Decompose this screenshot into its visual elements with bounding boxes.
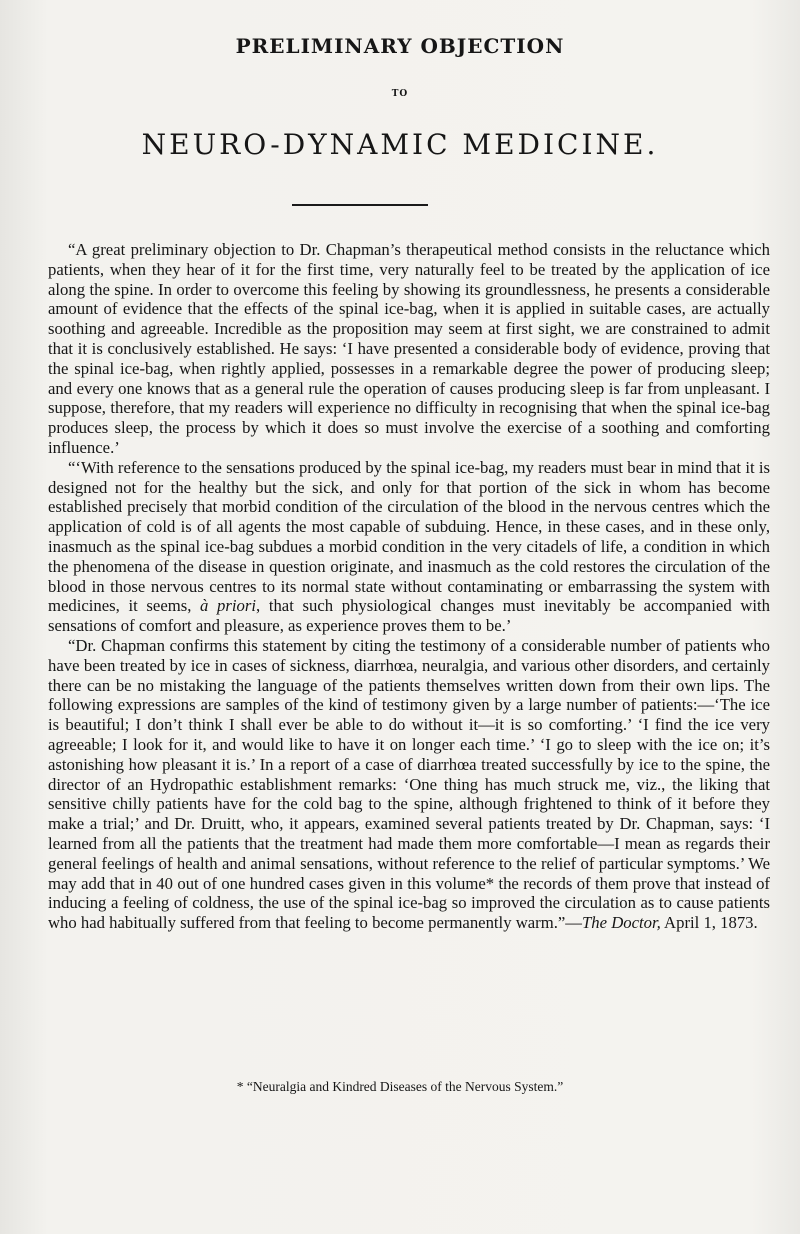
paragraph-2-italic: à priori <box>200 596 256 616</box>
paragraph-1: “A great preliminary objection to Dr. Chapman’s therapeutical method consists in the reluctance which patients, when they hear of it for the first time, very naturally feel to be treated by the application of ice along the spine. In order to overcome this feeling by showing its groundlessness, he presents a considerable amount of evidence that the effects of the spinal ice-bag, when it is applied in suitable cases, are actually soothing and agreeable. Incredible as the proposition may seem at first sight, we are constrained to admit that it is conclusively established. He says: ‘I have presented a considerable body of evidence, proving that the spinal ice-bag, when rightly applied, possesses in a remarkable degree the power of producing sleep; and every one knows that as a general rule the operation of causes producing sleep is far from unpleasant. I suppose, therefore, that my readers will experience no difficulty in recognising that when the spinal ice-bag produces sleep, the process by which it does so must involve the exercise of a soothing and comforting influence.’ <box>48 240 770 457</box>
paragraph-2 <box>48 458 770 636</box>
title-line-3: NEURO-DYNAMIC MEDICINE. <box>141 128 659 161</box>
title-divider <box>292 204 428 206</box>
paragraph-3-italic-source: The Doctor, <box>581 913 661 933</box>
title-line-2: TO <box>391 89 409 99</box>
title-line-1: PRELIMINARY OBJECTION <box>235 34 565 58</box>
paragraph-3-text-a: “Dr. Chapman confirms this statement by citing the testimony of a considerable number of patients who have been treated by ice in cases of sickness, diarrhœa, neuralgia, and various other disorders, and certainly there can be no mistaking the language of the patients themselves written down from their own lips. The following expressions are samples of the kind of testimony given by a large number of patients:—‘The ice is beautiful; I don’t think I shall ever be able to do without it—it is so comforting.’ ‘I find the ice very agreeable; I look for it, and would like to have it on longer each time.’ ‘I go to sleep with the ice on; it’s astonishing how pleasant it is.’ In a report of a case of diarrhœa treated successfully by ice to the spine, the director of an Hydropathic establishment remarks: ‘One thing has much struck me, viz., the liking that sensitive chilly patients have for the cold bag to the spine, although frightened to think of it before they make a trial;’ and Dr. Druitt, who, it appears, examined several patients treated by Dr. Chapman, says: ‘I learned from all the patients that the treatment had made them more comfortable—I mean as regards their general feelings of health and animal sensations, without reference to the relief of particular symptoms.’ We may add that in 40 out of one hundred cases given in this volume* the records of them prove that instead of inducing a feeling of coldness, the use of the spinal ice-bag so improved the circulation as to cause patients who had habitually suffered from that feeling to become permanently warm.”— <box>48 635 770 933</box>
paragraph-2-text-b: , that such physiological changes must inevitably be accompanied with sensations of comfort and pleasure, as experience proves them to be.’ <box>48 596 770 636</box>
footnote: * “Neuralgia and Kindred Diseases of the Nervous System.” <box>236 1079 564 1094</box>
article-body <box>48 240 770 933</box>
paragraph-2-text-a: “‘With reference to the sensations produced by the spinal ice-bag, my readers must bear in mind that it is designed not for the healthy but the sick, and only for that portion of the sick in whom has become established precisely that morbid condition of the circulation of the blood in the nervous centres which the application of cold is of all agents the most capable of subduing. Hence, in these cases, and in these only, inasmuch as the spinal ice-bag subdues a morbid condition in the very citadels of life, a condition in which the phenomena of the disease in question originate, and inasmuch as the cold restores the circulation of the blood in those nervous centres to its normal state without contaminating or embarrassing the system with medicines, it seems, <box>48 457 770 616</box>
paragraph-3 <box>48 636 770 933</box>
paragraph-3-text-b: April 1, 1873. <box>660 913 758 933</box>
